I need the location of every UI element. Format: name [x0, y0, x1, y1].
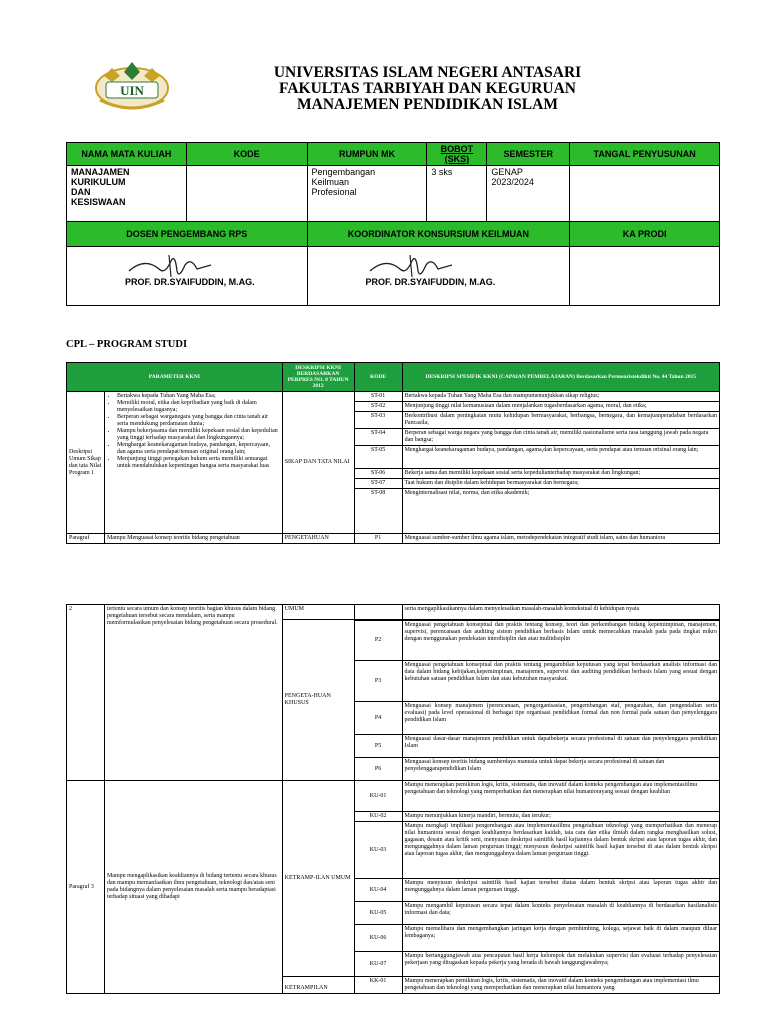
cpl-description: Mampu menunjukkan kinerja mandiri, bermutu, dan terukur; — [402, 812, 719, 822]
header-cell: KA PRODI — [570, 222, 720, 247]
cpl-table-continued — [66, 604, 720, 994]
tanggal-penyusunan — [570, 166, 720, 222]
course-name: MANAJAMEN KURIKULUM DAN KESISWAAN — [67, 166, 187, 222]
cpl-code: KK-01 — [354, 977, 402, 994]
cpl-code: P6 — [354, 758, 402, 781]
cpl-description: serta mengaplikasikannya dalam menyelesaikan masalah-masalah kontekstual di kehidupan nyata — [402, 605, 719, 620]
cpl-code: KU-04 — [354, 879, 402, 902]
cpl-code: ST-08 — [354, 489, 402, 534]
header-cell: KODE — [186, 143, 307, 166]
course-header-row — [67, 143, 720, 166]
cpl-code: P2 — [354, 621, 402, 661]
header-cell: NAMA MATA KULIAH — [67, 143, 187, 166]
cpl-code: KU-07 — [354, 952, 402, 977]
program-name: MANAJEMEN PENDIDIKAN ISLAM — [297, 96, 558, 113]
list-item: • Menjunjung tinggi penegakan hukum serta memiliki semangat untuk mendahulukan kepentingan bangsa serta masyarakat luas — [117, 456, 280, 470]
list-item: • Menghargai keanekaragaman budaya, pandangan, kepercayaan, dan agama serta pendapat/temuan original orang lain; — [117, 442, 280, 456]
cpl-description: Mampu menerapkan pemikiran logis, kritis, sistematis, dan inovatif dalam konteks pengembangan atau implementasiilmu pengetahuan dan teknologi yang memperhatikan dan menerapkan nilai humaniorayang sesuai dengan keahlian — [402, 781, 719, 812]
header-cell: DOSEN PENGEMBANG RPS — [67, 222, 308, 247]
cpl-heading: CPL – PROGRAM STUDI — [66, 339, 188, 350]
header-cell: RUMPUN MK — [307, 143, 427, 166]
cpl-description: Bertakwa kepada Tuhan Yang Maha Esa dan mampumenunjukkan sikap religius; — [402, 392, 719, 402]
kaprodi-signature-cell — [570, 247, 720, 306]
cpl-code: P3 — [354, 661, 402, 702]
parameter-label: Deskripsi Umum Sikap dan tata Nilai Program 1 — [67, 392, 105, 534]
cpl-header-row — [67, 363, 720, 392]
uin-logo — [92, 58, 172, 114]
cpl-code: ST-02 — [354, 402, 402, 412]
cpl-code: KU-02 — [354, 812, 402, 822]
semester: GENAP 2023/2024 — [487, 166, 570, 222]
faculty-name: FAKULTAS TARBIYAH DAN KEGURUAN — [279, 80, 576, 97]
cpl-description: Mampu menerapkan pemikiran logis, kritis, sistematis, dan inovatif dalam konteks pengembangan atau implementasi ilmu pengetahuan dan teknologi yang memperhatikan dan menerapkan nilai humaniora yang — [402, 977, 719, 994]
cpl-description: Bekerja sama dan memiliki kepekaan sosial serta kepedulianterhadap masyarakat dan lingkungan; — [402, 469, 719, 479]
cpl-description: Mampu menyusun deskripsi saintifik hasil kajian tersebut diatas dalam bentuk skripsi atau laporan tugas akhir dan mengunggahnya dalam laman perguruan tinggi. — [402, 879, 719, 902]
header-cell: DESKRIPSI KKNI BERDASARKAN PERPRES NO. 8 TAHUN 2012 — [282, 363, 354, 392]
table-row — [67, 781, 720, 812]
header-cell: DESKRIPSI SPESIFIK KKNI (CAPAIAN PEMBELAJARAN) Berdasarkan Permenristekdikti No. 44 Tahun 2015 — [402, 363, 719, 392]
header-cell: PARAMETER KKNI — [67, 363, 283, 392]
kkni-category: KETRAMP-ILAN UMUM — [282, 781, 354, 977]
parameter-label: Paragraf — [67, 534, 105, 544]
bobot-sks: 3 sks — [427, 166, 487, 222]
koordinator-signature-cell — [307, 247, 570, 306]
cpl-code: KU-06 — [354, 925, 402, 952]
institution-title — [190, 65, 665, 113]
signature-header-row — [67, 222, 720, 247]
list-item: • Memiliki moral, etika dan kepribadian yang baik di dalam menyelesaikan tugasnya; — [117, 400, 280, 414]
course-code — [186, 166, 307, 222]
cpl-code: KU-01 — [354, 781, 402, 812]
table-row — [67, 605, 720, 620]
list-item: • Bertakwa kepada Tuhan Yang Maha Esa; — [117, 393, 280, 400]
cpl-code: KU-05 — [354, 902, 402, 925]
list-item: • Berperan sebagai warganegara yang bangga dan cinta tanah air serta mendukung perdamaian dunia; — [117, 414, 280, 428]
cpl-description: Menjunjung tinggi nilai kemanusiaan dalam menjalankan tugasberdasarkan agama, moral, dan etika; — [402, 402, 719, 412]
cpl-description: Menguasai dasar-dasar manajemen pendidikan untuk dapatbekerja secara profesional di satuan dan penyelenggara pendidikan Islam — [402, 735, 719, 758]
koordinator-name: PROF. DR.SYAIFUDDIN, M.AG. — [365, 277, 496, 287]
signature-row — [67, 247, 720, 306]
course-values-row — [67, 166, 720, 222]
parameter-description: Mampu mengaplikasikan keahliannya di bidang tertentu secara khusus dan mampu memanfaatkan ilmu pengetahuan, teknologi dan/atau seni pada bidangnya dalam penyelesaian masalah serta mampu beradaptasi terhadap situasi yang dihadapi — [104, 781, 282, 994]
cpl-code: ST-03 — [354, 412, 402, 429]
cpl-code: P5 — [354, 735, 402, 758]
cpl-description: Mampu memelihara dan mengembangkan jaringan kerja dengan pembimbing, kolega, sejawat baik di dalam maupun diluar lembaganya; — [402, 925, 719, 952]
table-row — [67, 534, 720, 544]
cpl-description: Berkontribusi dalam peningkatan mutu kehidupan bermasyarakat, berbangsa, bernegara, dan kemajuanperadaban berdasarkan Pancasila; — [402, 412, 719, 429]
header-cell: KOORDINATOR KONSURSIUM KEILMUAN — [307, 222, 570, 247]
parameter-description: tertentu secara umum dan konsep teoritis bagian khusus dalam bidang pengetahuan tersebut secara mendalam, serta mampu memformulasikan penyelesaian bidang pengetahuan secara prosedural. — [104, 605, 282, 781]
svg-text:UIN: UIN — [120, 83, 144, 98]
table-row — [67, 392, 720, 402]
cpl-code: ST-06 — [354, 469, 402, 479]
course-info-table — [66, 142, 720, 306]
kkni-category: UMUM — [282, 605, 354, 620]
list-item: • Mampu bekerjasama dan memiliki kepekaan sosial dan kepedulian yang tinggi terhadap masyarakat dan lingkungannya; — [117, 428, 280, 442]
parameter-label: Paragraf 3 — [67, 781, 105, 994]
cpl-code: ST-01 — [354, 392, 402, 402]
cpl-description: Menginternalisasi nilai, norma, dan etika akademik; — [402, 489, 719, 534]
dosen-name: PROF. DR.SYAIFUDDIN, M.AG. — [125, 277, 255, 287]
parameter-label: 2 — [67, 605, 105, 781]
cpl-description: Taat hukum dan disiplin dalam kehidupan bermasyarakat dan bernegara; — [402, 479, 719, 489]
parameter-description — [104, 392, 282, 534]
cpl-code: ST-04 — [354, 429, 402, 446]
rumpun-mk: Pengembangan Keilmuan Profesional — [307, 166, 427, 222]
university-name: UNIVERSITAS ISLAM NEGERI ANTASARI — [273, 64, 582, 81]
cpl-code: ST-05 — [354, 446, 402, 469]
cpl-code: P1 — [354, 534, 402, 544]
cpl-description: Menguasai konsep manajemen (perencanaan, pengorganisasian, pengembangan staf, pengarahan, dan pengendalian serta evaluasi) pada level operasional di berbagai tipe organisasi pendidikan formal dan non formal pada satuan dan penyelenggara pendidikan Islam — [402, 702, 719, 735]
dosen-signature-cell — [67, 247, 308, 306]
cpl-description: Mampu bertanggungjawab atas pencapaian hasil kerja kelompok dan melakukan supervisi dan evaluasi terhadap penyelesaian pekerjaan yang ditugaskan kepada pekerja yang berada di bawah tanggungjawabnya; — [402, 952, 719, 977]
cpl-description: Berperan sebagai warga negara yang bangga dan cinta tanah air, memiliki nasionalisme serta rasa tanggung jawab pada negara dan bangsa; — [402, 429, 719, 446]
cpl-table — [66, 362, 720, 544]
cpl-code — [354, 605, 402, 620]
cpl-description: Menghargai keanekaragaman budaya, pandangan, agama,dan kepercayaan, serta pendapat atau temuan orisinal orang lain; — [402, 446, 719, 469]
kkni-category: KETRAMPILAN — [282, 977, 354, 994]
kkni-category: SIKAP DAN TATA NILAI — [282, 392, 354, 534]
kkni-category: PENGETAHUAN — [282, 534, 354, 544]
header-cell: SEMESTER — [487, 143, 570, 166]
header-cell: TANGAL PENYUSUNAN — [570, 143, 720, 166]
cpl-description: Menguasai konsep teoritis bidang sumberdaya manusia untuk dapat bekerja secara profesional di satuan dan penyelenggarapendidikan Islam — [402, 758, 719, 781]
cpl-description: Mampu mengkaji implikasi pengembangan atau implementasiilmu pengetahuan teknologi yang memperhatikan dan menerap nilai humaniora sesuai dengan keahliannya berdasarkan kaidah, tata cara dan etika ilmiah dalam rangka menghasilkan solusi, gagasan, desain atau kritik seni, menyusun deskripsi saintifik hasil kajiannya dalam bentuk skripsi atau laporan tugas akhir, dan mengunggahnya dalam laman perguruan tinggi; menyusun deskripsi saintifik hasil kajian tersebut di atas dalam bentuk skripsi atau laporan tugas akhir, dan mengunggahnya dalam laman perguruan tinggi. — [402, 822, 719, 879]
cpl-description: Menguasai sumber-sumber ilmu agama islam, metodependekatan integratif studi islam, sains dan humaniora — [402, 534, 719, 544]
cpl-code: P4 — [354, 702, 402, 735]
parameter-description: Mampu Menguasai konsep teoritis bidang pengetahuan — [104, 534, 282, 544]
cpl-description: Menguasai pengetahuan konseptual dan praktis tentang konsep, teori dan perkembangan bidang kepemimpinan, manajemen, supervisi, perencanaan dan auditing sistem pendidikan berbasis Islam untuk memecahkan masalah pada pada tingkat mikro dengan menggunakan pendekatan interdisiplin dan atau multidisiplin — [402, 621, 719, 661]
header-cell: KODE — [354, 363, 402, 392]
cpl-description: Menguasai pengetahuan konseptual dan praktis tentang pengambilan keputusan yang tepat berdasarkan analisis informasi dan data dalam bidang kebijakan,kepemimpinan, manajemen, supervisi dan auditing pendidikan berbasis Islam yang sesuai dengan kebutuhan satuan pendidikan Islam dan atau kebutuhan masyarakat. — [402, 661, 719, 702]
kkni-category: PENGETA-HUAN KHUSUS — [282, 620, 354, 781]
header-cell: BOBOT (SKS) — [427, 143, 487, 166]
cpl-code: ST-07 — [354, 479, 402, 489]
cpl-description: Mampu mengambil keputusan secara tepat dalam konteks penyelesaian masalah di keahliannya di berdasarkan hasilanalisis informasi dan data; — [402, 902, 719, 925]
cpl-code: KU-03 — [354, 822, 402, 879]
